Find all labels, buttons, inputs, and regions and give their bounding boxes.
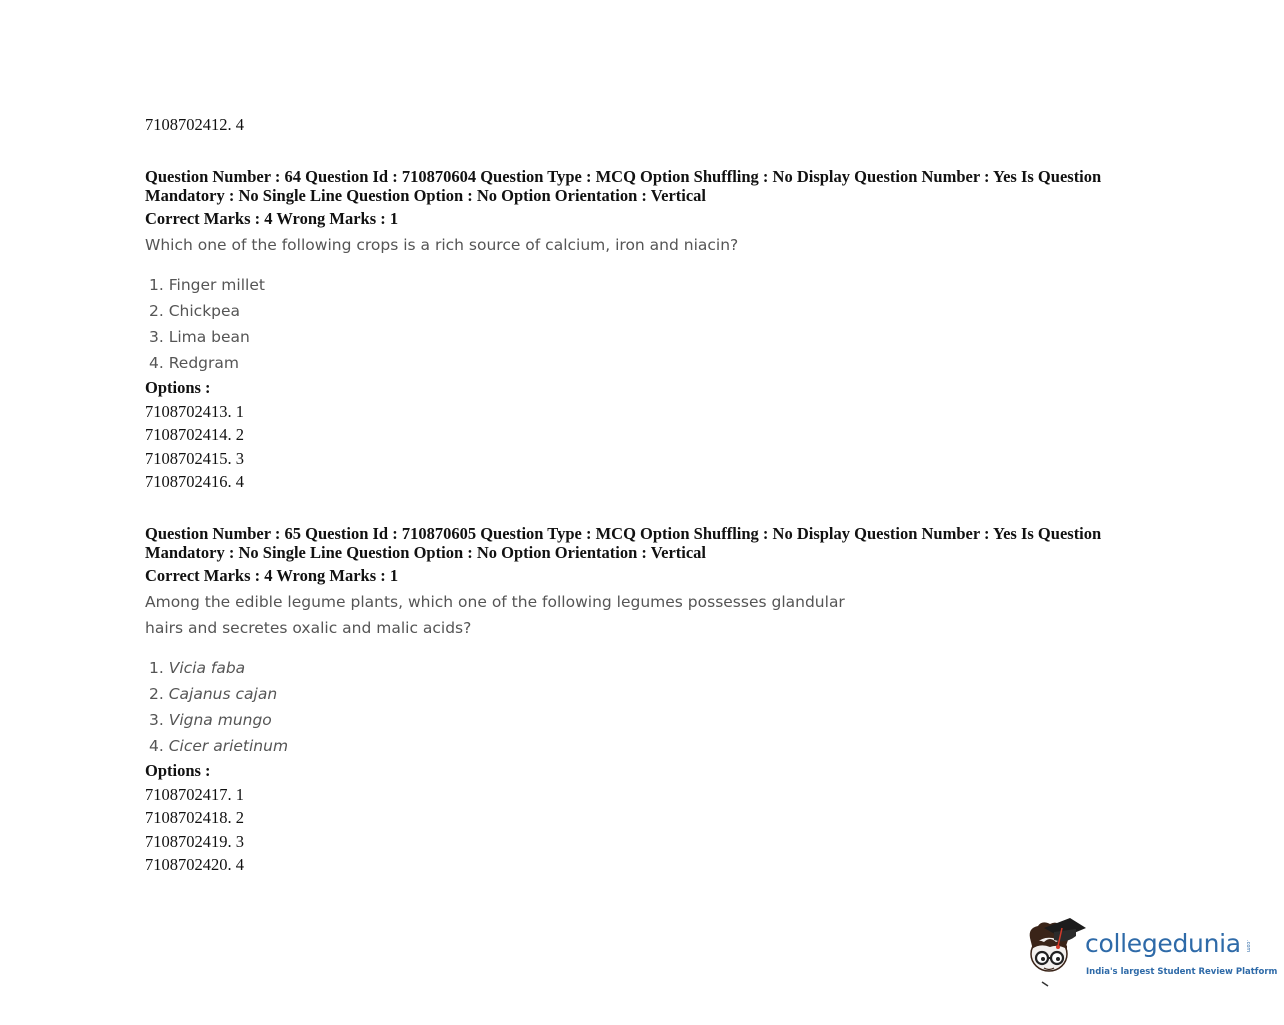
- choice-list: [145, 655, 1155, 759]
- choice-item: [149, 350, 1155, 376]
- choice-item: [149, 707, 1155, 733]
- question-block-64: [145, 167, 1155, 494]
- choice-item: [149, 324, 1155, 350]
- question-meta-line-1: Question Number : 65 Question Id : 710870605 Question Type : MCQ Option Shuffling : No Display Question Number : Yes Is Question: [145, 523, 1102, 543]
- choice-number: 2.: [149, 302, 169, 320]
- question-meta-line-2: Mandatory : No Single Line Question Option : No Option Orientation : Vertical: [145, 543, 707, 562]
- logo-domain-suffix: .com: [1245, 940, 1251, 953]
- options-heading: Options :: [145, 761, 211, 780]
- option-line: 7108702418. 2: [145, 808, 244, 827]
- choice-text: Lima bean: [168, 328, 250, 346]
- choice-number: 3.: [149, 328, 169, 346]
- choice-item: [149, 272, 1155, 298]
- collegedunia-logo: [1022, 916, 1278, 990]
- choice-item: [149, 733, 1155, 759]
- options-heading: Options :: [145, 378, 211, 397]
- choice-item: [149, 681, 1155, 707]
- choice-list: [145, 272, 1155, 376]
- choice-text: Redgram: [168, 354, 239, 372]
- option-line: 7108702417. 1: [145, 784, 244, 804]
- choice-item: [149, 298, 1155, 324]
- choice-item: [149, 655, 1155, 681]
- question-text-line: hairs and secretes oxalic and malic acids?: [145, 619, 472, 637]
- option-line: 7108702413. 1: [145, 401, 244, 421]
- option-line: 7108702414. 2: [145, 425, 244, 444]
- choice-number: 3.: [149, 711, 169, 729]
- option-line: 7108702415. 3: [145, 448, 244, 468]
- previous-option-line: 7108702412. 4: [145, 115, 244, 134]
- choice-number: 1.: [149, 659, 169, 677]
- question-text-line: Which one of the following crops is a rich source of calcium, iron and niacin?: [145, 236, 739, 254]
- logo-brand-name: collegedunia: [1085, 929, 1241, 958]
- choice-number: 4.: [149, 354, 169, 372]
- choice-number: 2.: [149, 685, 169, 703]
- option-line: 7108702416. 4: [145, 472, 244, 491]
- document-page: [145, 113, 1155, 877]
- option-line: 7108702420. 4: [145, 855, 244, 874]
- choice-number: 1.: [149, 276, 169, 294]
- question-meta-line-2: Mandatory : No Single Line Question Option : No Option Orientation : Vertical: [145, 186, 707, 205]
- question-block-65: [145, 524, 1155, 877]
- logo-tagline: India's largest Student Review Platform: [1086, 967, 1278, 977]
- mascot-graduation-cap-icon: [1022, 916, 1086, 990]
- question-text-line: Among the edible legume plants, which one of the following legumes possesses glandular: [145, 593, 845, 611]
- choice-text: Cajanus cajan: [168, 685, 278, 703]
- question-meta-line-1: Question Number : 64 Question Id : 710870604 Question Type : MCQ Option Shuffling : No Display Question Number : Yes Is Question: [145, 166, 1102, 186]
- option-line: 7108702419. 3: [145, 831, 244, 851]
- question-text: [145, 232, 1155, 258]
- choice-text: Vicia faba: [168, 659, 246, 677]
- choice-text: Vigna mungo: [168, 711, 272, 729]
- question-marks: Correct Marks : 4 Wrong Marks : 1: [145, 565, 399, 585]
- choice-text: Cicer arietinum: [168, 737, 289, 755]
- choice-text: Chickpea: [168, 302, 241, 320]
- question-text: [145, 589, 1155, 641]
- choice-text: Finger millet: [168, 276, 265, 294]
- choice-number: 4.: [149, 737, 169, 755]
- question-marks: Correct Marks : 4 Wrong Marks : 1: [145, 208, 399, 228]
